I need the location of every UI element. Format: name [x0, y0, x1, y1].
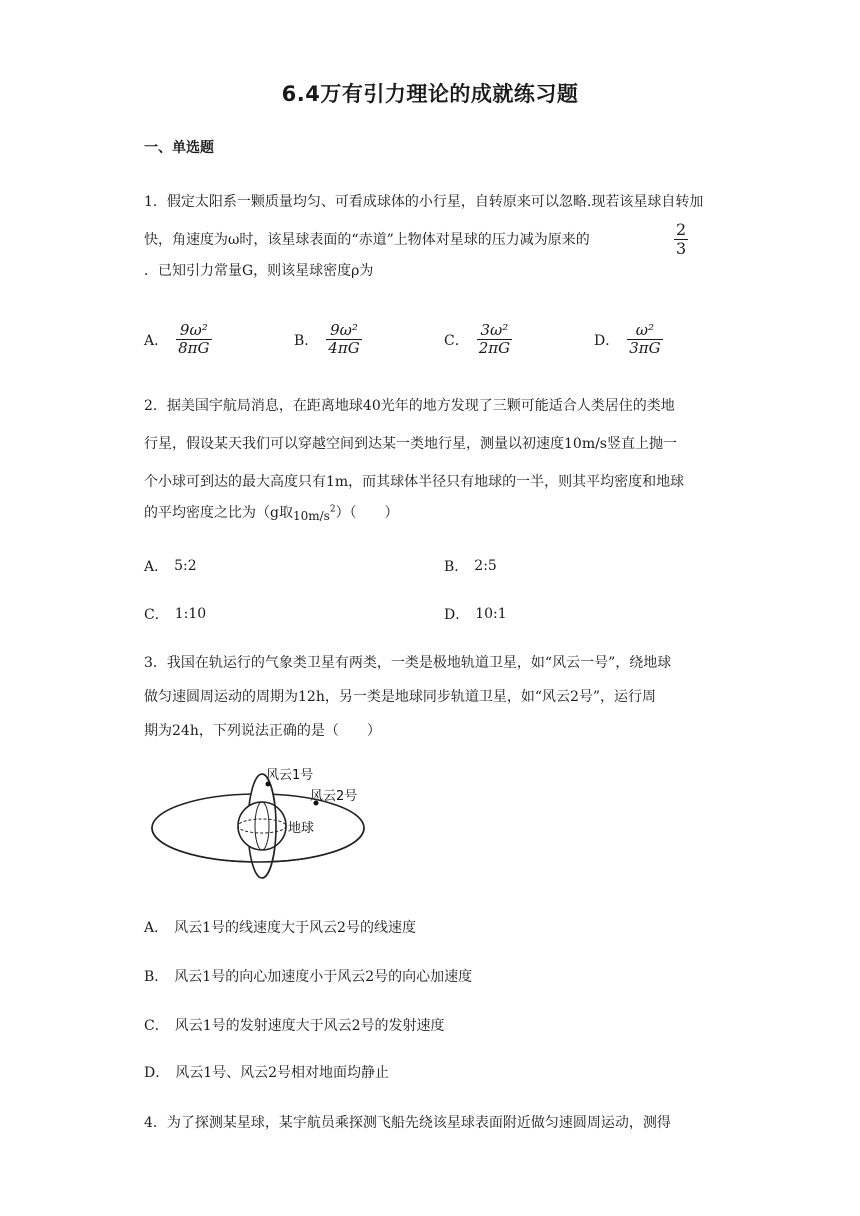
- q1-fraction: [674, 221, 688, 259]
- q3-line-3: 期为24h，下列说法正确的是（ ）: [144, 723, 381, 739]
- q3-option-b[interactable]: [144, 966, 472, 986]
- q1-option-c[interactable]: [444, 322, 514, 358]
- q1-option-a-frac: [176, 322, 211, 358]
- q2-line-2: 行星，假设某天我们可以穿越空间到达某一类地行星，测量以初速度10m/s竖直上抛一: [144, 436, 677, 452]
- q2-line-3: 个小球可到达的最大高度只有1m，而其球体半径只有地球的一半，则其平均密度和地球: [144, 474, 685, 490]
- q3-option-c-label: C．: [144, 1018, 169, 1034]
- q2-unit: 10m/s: [292, 509, 330, 523]
- q2-option-c-label: C．: [144, 607, 169, 623]
- q2-option-b-label: B．: [444, 559, 469, 575]
- q3-option-d-label: D．: [144, 1065, 170, 1081]
- q1-option-a-label: A．: [144, 332, 169, 349]
- q1-option-b[interactable]: [294, 322, 364, 358]
- q3-option-a-text: 风云1号的线速度大于风云2号的线速度: [174, 920, 416, 936]
- q2-option-a[interactable]: [144, 556, 197, 576]
- q1-option-c-den: 2πG: [478, 339, 511, 358]
- q2-option-c-text: 1:10: [174, 606, 207, 622]
- q2-option-b[interactable]: [444, 556, 497, 576]
- q2-option-b-text: 2:5: [474, 558, 497, 574]
- q3-option-c-text: 风云1号的发射速度大于风云2号的发射速度: [174, 1018, 445, 1034]
- earth-sphere: [238, 802, 286, 850]
- label-satellite-2: 风云2号: [310, 789, 358, 804]
- q2-option-d-label: D．: [444, 607, 470, 623]
- q2-line-4-a: 的平均密度之比为（g取: [144, 505, 293, 521]
- q1-option-a-den: 8πG: [178, 339, 210, 358]
- q2-option-a-label: A．: [144, 559, 169, 575]
- q1-text-b: ．已知引力常量G，则该星球密度ρ为: [144, 263, 374, 279]
- q2-option-d-text: 10:1: [475, 606, 507, 622]
- q4-line-1: 4．为了探测某星球，某宇航员乘探测飞船先绕该星球表面附近做匀速圆周运动，测得: [144, 1115, 671, 1131]
- q1-frac-den: 3: [676, 239, 687, 259]
- q3-line-1: 3．我国在轨运行的气象类卫星有两类，一类是极地轨道卫星，如“风云一号”，绕地球: [144, 655, 672, 671]
- q3-line-2: 做匀速圆周运动的周期为12h，另一类是地球同步轨道卫星，如“风云2号”，运行周: [144, 689, 657, 705]
- q3-option-d[interactable]: [144, 1062, 389, 1082]
- q1-option-b-num: 9ω²: [330, 321, 358, 339]
- q1-option-a[interactable]: [144, 322, 214, 358]
- q1-fraction-wrap: [672, 221, 690, 259]
- q1-option-d-den: 3πG: [629, 339, 661, 358]
- q1-option-c-label: C．: [444, 332, 469, 349]
- q1-option-b-den: 4πG: [328, 339, 360, 358]
- q1-option-d-num: ω²: [635, 321, 655, 339]
- q2-line-4-b: ）（ ）: [335, 505, 399, 521]
- label-satellite-1: 风云1号: [266, 768, 314, 783]
- q1-option-b-frac: [326, 322, 361, 358]
- q1-option-c-frac: [477, 322, 512, 358]
- q2-line-1: 2．据美国宇航局消息，在距离地球40光年的地方发现了三颗可能适合人类居住的类地: [144, 398, 675, 414]
- page-title: 6.4万有引力理论的成就练习题: [281, 82, 579, 106]
- q3-option-c[interactable]: [144, 1015, 445, 1035]
- q3-option-b-text: 风云1号的向心加速度小于风云2号的向心加速度: [174, 969, 473, 985]
- q3-option-b-label: B．: [144, 969, 169, 985]
- orbit-diagram: [148, 762, 373, 882]
- label-earth: 地球: [288, 821, 315, 836]
- q1-option-d-frac: [627, 322, 662, 358]
- q3-option-a-label: A．: [144, 920, 169, 936]
- q2-option-c[interactable]: [144, 604, 206, 624]
- q1-option-a-num: 9ω²: [179, 321, 208, 339]
- q1-frac-num: 2: [676, 220, 687, 239]
- q2-unit-sup: 2: [329, 504, 336, 515]
- q2-line-4: [144, 502, 399, 523]
- section-heading: 一、单选题: [144, 140, 214, 156]
- q1-text-a: 1．假定太阳系一颗质量均匀、可看成球体的小行星，自转原来可以忽略.现若该星球自转加快，角速度为ω时，该星球表面的“赤道”上物体对星球的压力减为原来的: [144, 194, 704, 248]
- q3-option-a[interactable]: [144, 917, 416, 937]
- q1-option-d[interactable]: [594, 322, 665, 358]
- q2-option-a-text: 5:2: [174, 558, 197, 574]
- q2-option-d[interactable]: [444, 604, 507, 624]
- q1-option-d-label: D．: [594, 332, 620, 349]
- q1-option-b-label: B．: [294, 332, 319, 349]
- q1-option-c-num: 3ω²: [480, 321, 509, 339]
- q1-line-1: [144, 183, 714, 259]
- q3-option-d-text: 风云1号、风云2号相对地面均静止: [175, 1065, 390, 1081]
